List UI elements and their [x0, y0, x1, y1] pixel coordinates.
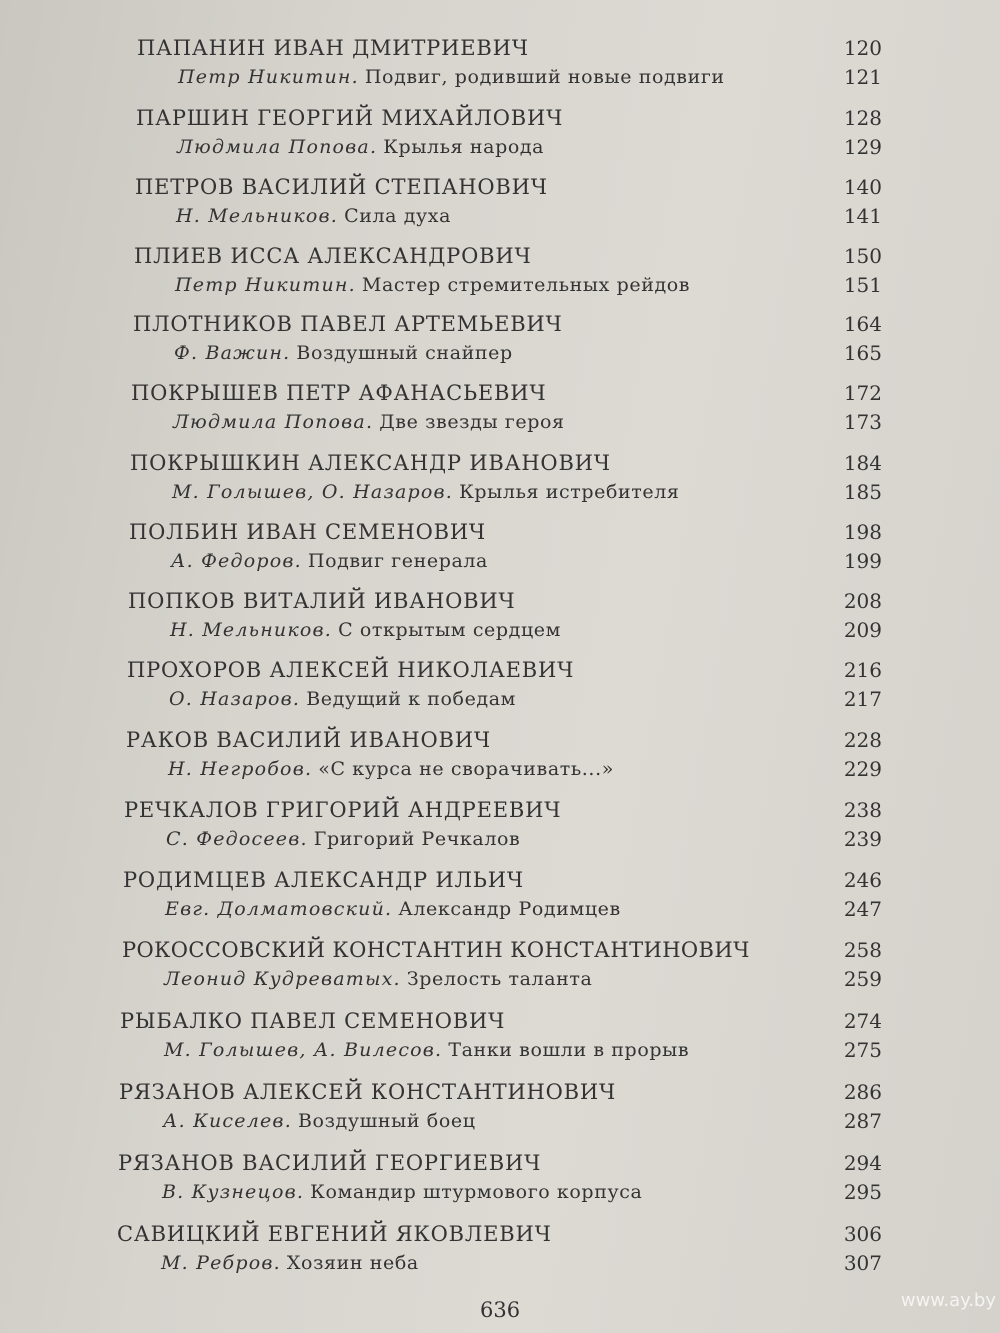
toc-entry: [0, 1222, 1000, 1292]
article-line: [174, 342, 513, 364]
article-author: М. Голышев, А. Вилесов.: [164, 1039, 443, 1061]
article-author: Н. Мельников.: [170, 619, 333, 641]
article-title: Сила духа: [344, 205, 452, 227]
hero-name: ПОЛБИН ИВАН СЕМЕНОВИЧ: [129, 520, 486, 544]
hero-name: РЫБАЛКО ПАВЕЛ СЕМЕНОВИЧ: [120, 1009, 506, 1033]
article-title: Александр Родимцев: [398, 898, 621, 920]
toc-entry: [0, 1009, 1000, 1079]
hero-name: РЯЗАНОВ ВАСИЛИЙ ГЕОРГИЕВИЧ: [118, 1151, 542, 1175]
article-title: Мастер стремительных рейдов: [361, 274, 691, 296]
article-page-number: 129: [843, 135, 882, 159]
hero-page-number: 238: [843, 798, 882, 822]
article-line: [178, 66, 725, 88]
toc-entry: [0, 658, 1000, 728]
article-author: С. Федосеев.: [166, 828, 308, 850]
toc-entry: [0, 36, 1000, 106]
article-page-number: 259: [843, 967, 882, 991]
hero-page-number: 294: [843, 1151, 882, 1175]
article-title: Воздушный снайпер: [296, 342, 513, 364]
toc-entry: [0, 175, 1000, 245]
page-number: 636: [480, 1298, 521, 1322]
article-author: А. Киселев.: [163, 1110, 292, 1132]
hero-name: ПАРШИН ГЕОРГИЙ МИХАЙЛОВИЧ: [136, 106, 564, 130]
hero-name: ПРОХОРОВ АЛЕКСЕЙ НИКОЛАЕВИЧ: [127, 658, 575, 682]
hero-name: ПЛИЕВ ИССА АЛЕКСАНДРОВИЧ: [134, 244, 532, 268]
article-line: [175, 274, 690, 296]
hero-page-number: 216: [843, 658, 882, 682]
toc-entry: [0, 798, 1000, 868]
article-line: [165, 898, 621, 920]
article-page-number: 165: [843, 341, 882, 365]
article-title: Две звезды героя: [379, 411, 565, 433]
article-title: Крылья истребителя: [459, 481, 680, 503]
hero-page-number: 128: [843, 106, 882, 130]
hero-name: РЕЧКАЛОВ ГРИГОРИЙ АНДРЕЕВИЧ: [124, 798, 562, 822]
article-author: Ф. Важин.: [174, 342, 291, 364]
article-line: [163, 1110, 476, 1132]
article-author: Петр Никитин.: [175, 274, 356, 296]
hero-page-number: 150: [843, 244, 882, 268]
article-author: В. Кузнецов.: [162, 1181, 305, 1203]
article-title: Зрелость таланта: [406, 968, 593, 990]
article-page-number: 217: [843, 687, 882, 711]
toc-entry: [0, 1151, 1000, 1221]
article-title: Григорий Речкалов: [313, 828, 521, 850]
article-title: Подвиг, родивший новые подвиги: [364, 66, 725, 88]
toc-entry: [0, 938, 1000, 1008]
hero-page-number: 172: [843, 381, 882, 405]
hero-name: РОДИМЦЕВ АЛЕКСАНДР ИЛЬИЧ: [123, 868, 524, 892]
hero-page-number: 164: [843, 312, 882, 336]
hero-name: ПАПАНИН ИВАН ДМИТРИЕВИЧ: [137, 36, 529, 60]
article-author: М. Ребров.: [161, 1252, 281, 1274]
hero-page-number: 228: [843, 728, 882, 752]
article-line: [162, 1181, 642, 1203]
article-title: Подвиг генерала: [307, 550, 488, 572]
article-line: [168, 758, 614, 780]
article-page-number: 151: [843, 273, 882, 297]
hero-page-number: 286: [843, 1080, 882, 1104]
article-line: [161, 1252, 419, 1274]
hero-page-number: 208: [843, 589, 882, 613]
article-page-number: 141: [843, 204, 882, 228]
toc-entry: [0, 520, 1000, 590]
article-page-number: 247: [843, 897, 882, 921]
article-title: Танки вошли в прорыв: [448, 1039, 690, 1061]
article-title: Крылья народа: [383, 136, 545, 158]
toc-entry: [0, 244, 1000, 314]
hero-page-number: 198: [843, 520, 882, 544]
article-page-number: 185: [843, 480, 882, 504]
article-line: [173, 411, 565, 433]
hero-page-number: 306: [843, 1222, 882, 1246]
article-page-number: 287: [843, 1109, 882, 1133]
article-page-number: 121: [843, 65, 882, 89]
hero-name: РАКОВ ВАСИЛИЙ ИВАНОВИЧ: [126, 728, 491, 752]
article-page-number: 209: [843, 618, 882, 642]
toc-entry: [0, 589, 1000, 659]
hero-page-number: 184: [843, 451, 882, 475]
site-watermark: www.ay.by: [900, 1290, 996, 1311]
article-page-number: 239: [843, 827, 882, 851]
article-page-number: 199: [843, 549, 882, 573]
hero-name: ПЕТРОВ ВАСИЛИЙ СТЕПАНОВИЧ: [135, 175, 548, 199]
article-page-number: 229: [843, 757, 882, 781]
article-author: Петр Никитин.: [178, 66, 359, 88]
article-author: М. Голышев, О. Назаров.: [172, 481, 454, 503]
article-title: С открытым сердцем: [338, 619, 562, 641]
hero-name: САВИЦКИЙ ЕВГЕНИЙ ЯКОВЛЕВИЧ: [117, 1222, 552, 1246]
article-title: Командир штурмового корпуса: [310, 1181, 643, 1203]
hero-page-number: 274: [843, 1009, 882, 1033]
article-page-number: 275: [843, 1038, 882, 1062]
article-line: [171, 550, 488, 572]
hero-name: ПЛОТНИКОВ ПАВЕЛ АРТЕМЬЕВИЧ: [133, 312, 563, 336]
article-author: А. Федоров.: [171, 550, 302, 572]
hero-page-number: 120: [843, 36, 882, 60]
article-author: Людмила Попова.: [177, 136, 378, 158]
article-author: Н. Негробов.: [168, 758, 313, 780]
article-page-number: 307: [843, 1251, 882, 1275]
article-author: Евг. Долматовский.: [165, 898, 393, 920]
article-line: [172, 481, 679, 503]
article-author: Людмила Попова.: [173, 411, 374, 433]
article-title: «С курса не сворачивать...»: [318, 758, 614, 780]
hero-name: РЯЗАНОВ АЛЕКСЕЙ КОНСТАНТИНОВИЧ: [119, 1080, 617, 1104]
hero-page-number: 140: [843, 175, 882, 199]
toc-entry: [0, 451, 1000, 521]
article-title: Хозяин неба: [286, 1252, 419, 1274]
hero-name: ПОКРЫШЕВ ПЕТР АФАНАСЬЕВИЧ: [131, 381, 547, 405]
article-line: [164, 968, 592, 990]
article-line: [169, 688, 516, 710]
toc-entry: [0, 312, 1000, 382]
hero-page-number: 258: [843, 938, 882, 962]
article-line: [177, 136, 544, 158]
article-page-number: 295: [843, 1180, 882, 1204]
hero-name: ПОКРЫШКИН АЛЕКСАНДР ИВАНОВИЧ: [130, 451, 611, 475]
article-page-number: 173: [843, 410, 882, 434]
article-line: [176, 205, 451, 227]
article-author: О. Назаров.: [169, 688, 301, 710]
article-title: Ведущий к победам: [306, 688, 517, 710]
toc-entry: [0, 1080, 1000, 1150]
article-line: [170, 619, 561, 641]
article-line: [164, 1039, 689, 1061]
toc-entry: [0, 106, 1000, 176]
article-author: Н. Мельников.: [176, 205, 339, 227]
article-line: [166, 828, 520, 850]
hero-name: ПОПКОВ ВИТАЛИЙ ИВАНОВИЧ: [128, 589, 516, 613]
article-author: Леонид Кудреватых.: [164, 968, 401, 990]
toc-entry: [0, 868, 1000, 938]
hero-page-number: 246: [843, 868, 882, 892]
toc-entry: [0, 381, 1000, 451]
hero-name: РОКОССОВСКИЙ КОНСТАНТИН КОНСТАНТИНОВИЧ: [122, 938, 750, 962]
article-title: Воздушный боец: [297, 1110, 476, 1132]
toc-entry: [0, 728, 1000, 798]
